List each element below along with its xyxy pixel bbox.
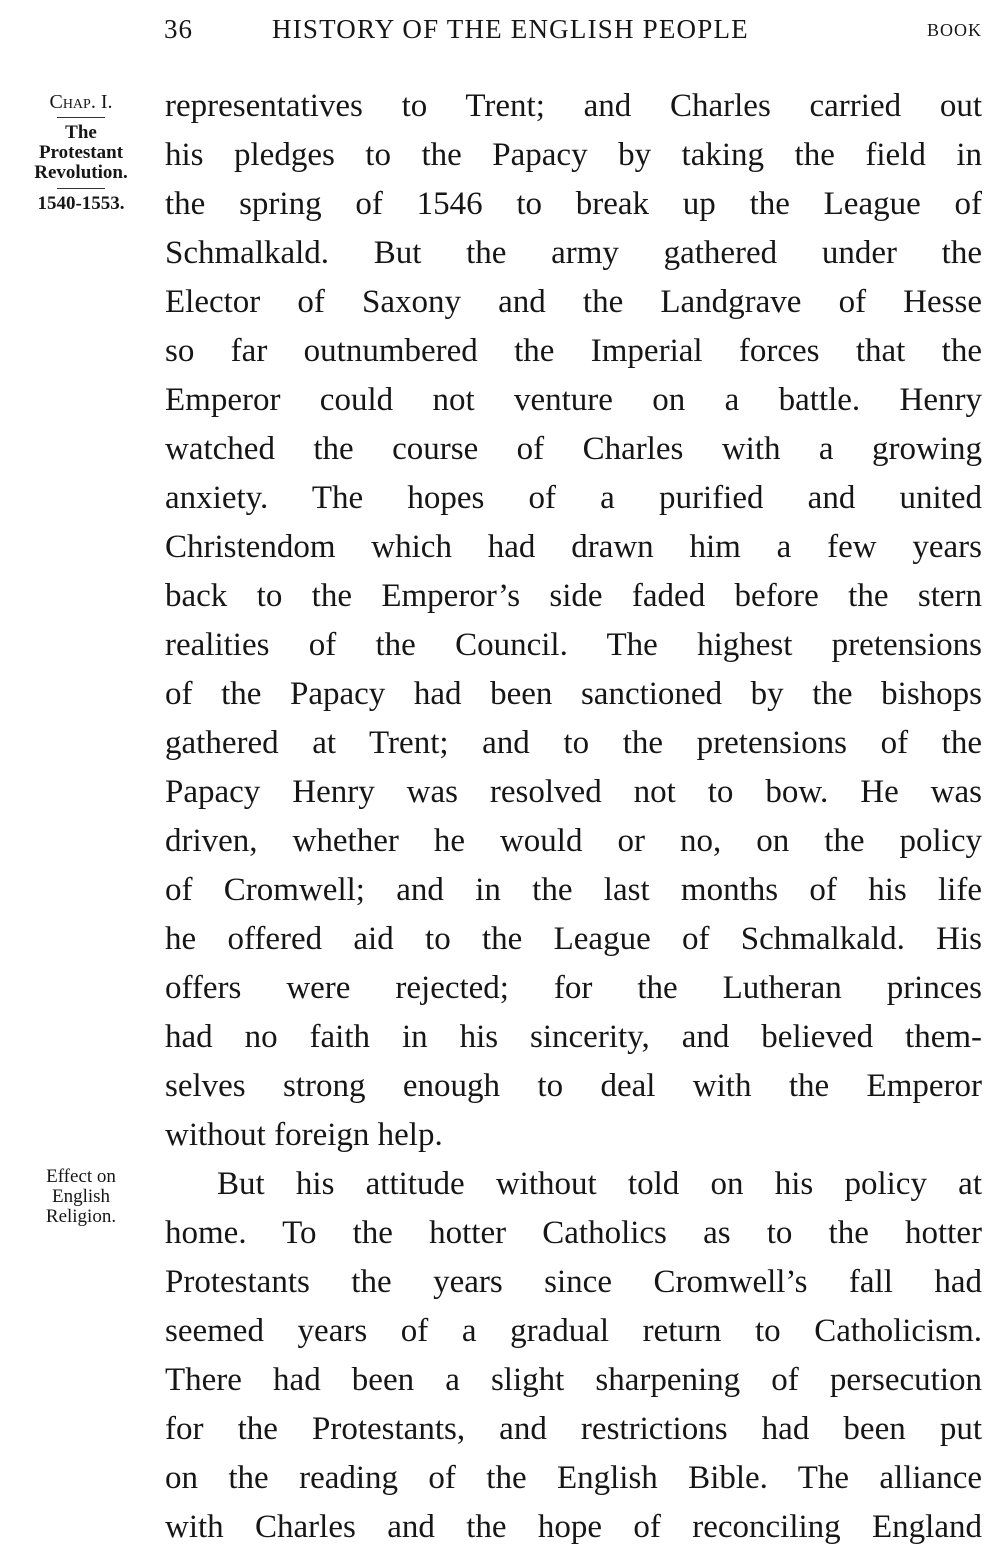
- text-line: offers were rejected; for the Lutheran princes: [165, 970, 982, 1006]
- text-line: selves strong enough to deal with the Emperor: [165, 1068, 982, 1104]
- text-line: anxiety. The hopes of a purified and united: [165, 480, 982, 516]
- book-label: BOOK: [926, 20, 982, 40]
- text-line: Christendom which had drawn him a few years: [165, 529, 982, 565]
- sidenote-section-line-1: The: [65, 122, 97, 143]
- sidenote-divider: [57, 117, 105, 118]
- sidenote-section-line-3: Revolution.: [34, 162, 128, 183]
- text-line: watched the course of Charles with a growing: [165, 431, 982, 467]
- text-line: with Charles and the hope of reconciling England: [165, 1509, 982, 1545]
- text-line: driven, whether he would or no, on the policy: [165, 823, 982, 859]
- sidenote-chapter-label: Chap. I.: [49, 91, 113, 113]
- text-line: his pledges to the Papacy by taking the field in: [165, 137, 982, 173]
- text-line: home. To the hotter Catholics as to the hotter: [165, 1215, 982, 1251]
- text-line: so far outnumbered the Imperial forces that the: [165, 333, 982, 369]
- text-line-paragraph-end: without foreign help.: [165, 1117, 443, 1153]
- page-number: 36: [164, 14, 193, 44]
- sidenote-effect-line-2: English: [51, 1186, 111, 1207]
- text-line: representatives to Trent; and Charles carried out: [165, 88, 982, 124]
- sidenote-effect: [6, 1167, 156, 1227]
- text-line: for the Protestants, and restrictions had been put: [165, 1411, 982, 1447]
- text-line: gathered at Trent; and to the pretensions of the: [165, 725, 982, 761]
- running-title: HISTORY OF THE ENGLISH PEOPLE: [272, 14, 749, 44]
- text-line: seemed years of a gradual return to Catholicism.: [165, 1313, 982, 1349]
- body-text: [165, 82, 982, 1552]
- text-line: on the reading of the English Bible. The alliance: [165, 1460, 982, 1496]
- sidenote-effect-line-3: Religion.: [45, 1206, 117, 1227]
- sidenote-chapter: [6, 92, 156, 214]
- text-line: There had been a slight sharpening of persecution: [165, 1362, 982, 1398]
- sidenote-effect-line-1: Effect on: [46, 1166, 116, 1187]
- text-line: Protestants the years since Cromwell’s fall had: [165, 1264, 982, 1300]
- text-line: Elector of Saxony and the Landgrave of Hesse: [165, 284, 982, 320]
- text-line: the spring of 1546 to break up the League of: [165, 186, 982, 222]
- text-line: Papacy Henry was resolved not to bow. He was: [165, 774, 982, 810]
- text-line: Emperor could not venture on a battle. Henry: [165, 382, 982, 418]
- running-header: [164, 10, 982, 50]
- text-line: had no faith in his sincerity, and believed them-: [165, 1019, 982, 1055]
- text-line: of Cromwell; and in the last months of his life: [165, 872, 982, 908]
- text-line-paragraph-start: But his attitude without told on his policy at: [217, 1166, 982, 1202]
- sidenote-divider: [57, 188, 105, 189]
- text-line: of the Papacy had been sanctioned by the bishops: [165, 676, 982, 712]
- sidenote-section-line-2: Protestant: [38, 142, 124, 163]
- text-line: realities of the Council. The highest pretensions: [165, 627, 982, 663]
- text-line: he offered aid to the League of Schmalkald. His: [165, 921, 982, 957]
- text-line: back to the Emperor’s side faded before the stern: [165, 578, 982, 614]
- text-line: Schmalkald. But the army gathered under the: [165, 235, 982, 271]
- sidenote-dates: 1540-1553.: [37, 193, 125, 214]
